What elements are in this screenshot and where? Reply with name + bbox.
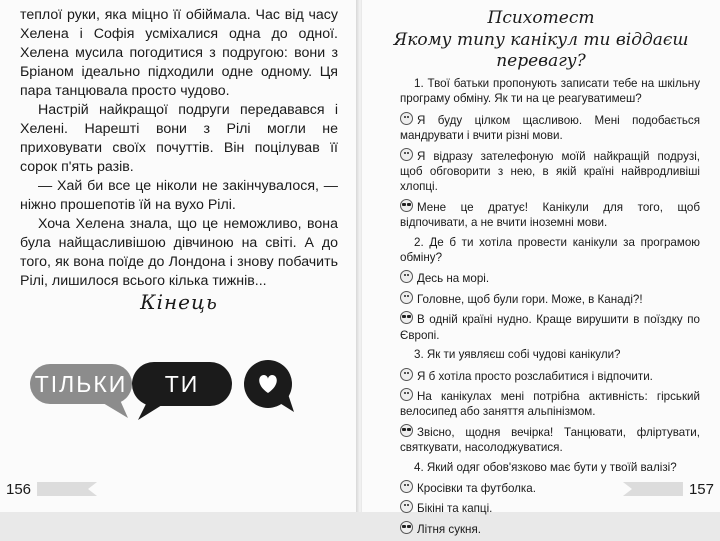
answer-option xyxy=(400,291,700,307)
smile-emoji-icon xyxy=(400,270,413,283)
answer-text: Я б хотіла просто розслабитися і відпочити. xyxy=(417,369,653,383)
answer-option xyxy=(400,388,700,420)
question-list xyxy=(400,76,700,541)
cool-emoji-icon xyxy=(400,521,413,534)
bubble-only xyxy=(28,360,134,420)
smile-emoji-icon xyxy=(400,480,413,493)
paragraph: — Хай би все це ніколи не закінчувалося, — ніжно прошепотів їй на вухо Рілі. xyxy=(20,178,338,213)
question-text: 2. Де б ти хотіла провести канікули за програмою обміну? xyxy=(400,235,700,265)
answer-option xyxy=(400,112,700,144)
bubble-you-text: ТИ xyxy=(164,370,200,397)
paragraph: теплої руки, яка міцно її обіймала. Час від часу Хелена і Софія усміхалися одна до одної. Хелена мусила погодитися з подругою: вони з Бріаном ідеально підходили одне одному. Ця пара танцювала просто чудово. xyxy=(20,7,338,99)
paragraph: Хоча Хелена знала, що це неможливо, вона була найщасливішою дівчиною на світі. А до того, як вона поїде до Лондона і знову побачить Рілі, лишилося всього кілька тижнів... xyxy=(20,216,338,289)
bubble-only-text: ТІЛЬКИ xyxy=(34,370,128,397)
answer-text: Головне, щоб були гори. Може, в Канаді?! xyxy=(417,292,643,306)
right-page xyxy=(362,0,720,536)
answer-text: Я буду цілком щасливою. Мені подобається мандрувати і вчити різні мови. xyxy=(400,113,700,143)
page-number: 157 xyxy=(688,480,714,498)
question-text: 1. Твої батьки пропонують записати тебе на шкільну програму обміну. Як ти на це реагуватимеш? xyxy=(400,77,700,106)
answer-text: Звісно, щодня вечірка! Танцювати, фліртувати, святкувати, насолоджуватися. xyxy=(400,425,700,455)
answer-option xyxy=(400,368,700,384)
paragraph: Настрій найкращої подруги передавався і Хелені. Нарешті вони з Рілі могли не приховувати своїх почуттів. Він поцілував її сорок п'ять разів. xyxy=(20,102,338,175)
answer-text: Десь на морі. xyxy=(417,272,490,286)
bubble-you xyxy=(130,360,234,422)
wink-emoji-icon xyxy=(400,148,413,161)
answer-option xyxy=(400,500,700,516)
answer-text: Я відразу зателефоную моїй найкращій подрузі, щоб обговорити з нею, в якій країні найвродливіші хлопці. xyxy=(400,149,700,194)
answer-text: Літня сукня. xyxy=(417,522,481,536)
heart-icon xyxy=(242,358,300,414)
wink-emoji-icon xyxy=(400,291,413,304)
answer-text: Мене це дратує! Канікули для того, щоб відпочивати, а не вчити іноземні мови. xyxy=(400,200,700,230)
test-title-line1: Якому типу канікул ти віддаєш xyxy=(393,30,689,50)
answer-option xyxy=(400,424,700,456)
cool-emoji-icon xyxy=(400,311,413,324)
answer-option xyxy=(400,148,700,195)
ending-title: Кінець xyxy=(140,290,218,314)
page-number: 156 xyxy=(6,480,32,498)
answer-text: На канікулах мені потрібна активність: гірський велосипед або заняття альпінізмом. xyxy=(400,389,700,419)
smile-emoji-icon xyxy=(400,112,413,125)
page-number-left xyxy=(0,478,97,500)
answer-option xyxy=(400,521,700,537)
answer-option xyxy=(400,199,700,231)
question-text: 3. Як ти уявляєш собі чудові канікули? xyxy=(414,348,621,362)
answer-text: Бікіні та капці. xyxy=(417,502,493,516)
question-text: 4. Який одяг обов'язково має бути у твоїй валізі? xyxy=(414,460,677,474)
answer-text: Кросівки та футболка. xyxy=(417,481,536,495)
wink-emoji-icon xyxy=(400,388,413,401)
page-arrow-decoration xyxy=(37,482,97,496)
cool-emoji-icon xyxy=(400,424,413,437)
answer-text: В одній країні нудно. Краще вирушити в поїздку по Європі. xyxy=(400,313,700,342)
test-title-line2: перевагу? xyxy=(496,51,586,71)
left-page xyxy=(0,0,358,512)
cool-emoji-icon xyxy=(400,199,413,212)
test-label: Психотест xyxy=(487,8,595,28)
page-arrow-decoration xyxy=(623,482,683,496)
story-text xyxy=(20,6,338,291)
answer-option xyxy=(400,311,700,343)
wink-emoji-icon xyxy=(400,500,413,513)
answer-option xyxy=(400,270,700,286)
bubble-heart xyxy=(242,358,300,414)
page-number-right xyxy=(623,478,720,500)
smile-emoji-icon xyxy=(400,368,413,381)
